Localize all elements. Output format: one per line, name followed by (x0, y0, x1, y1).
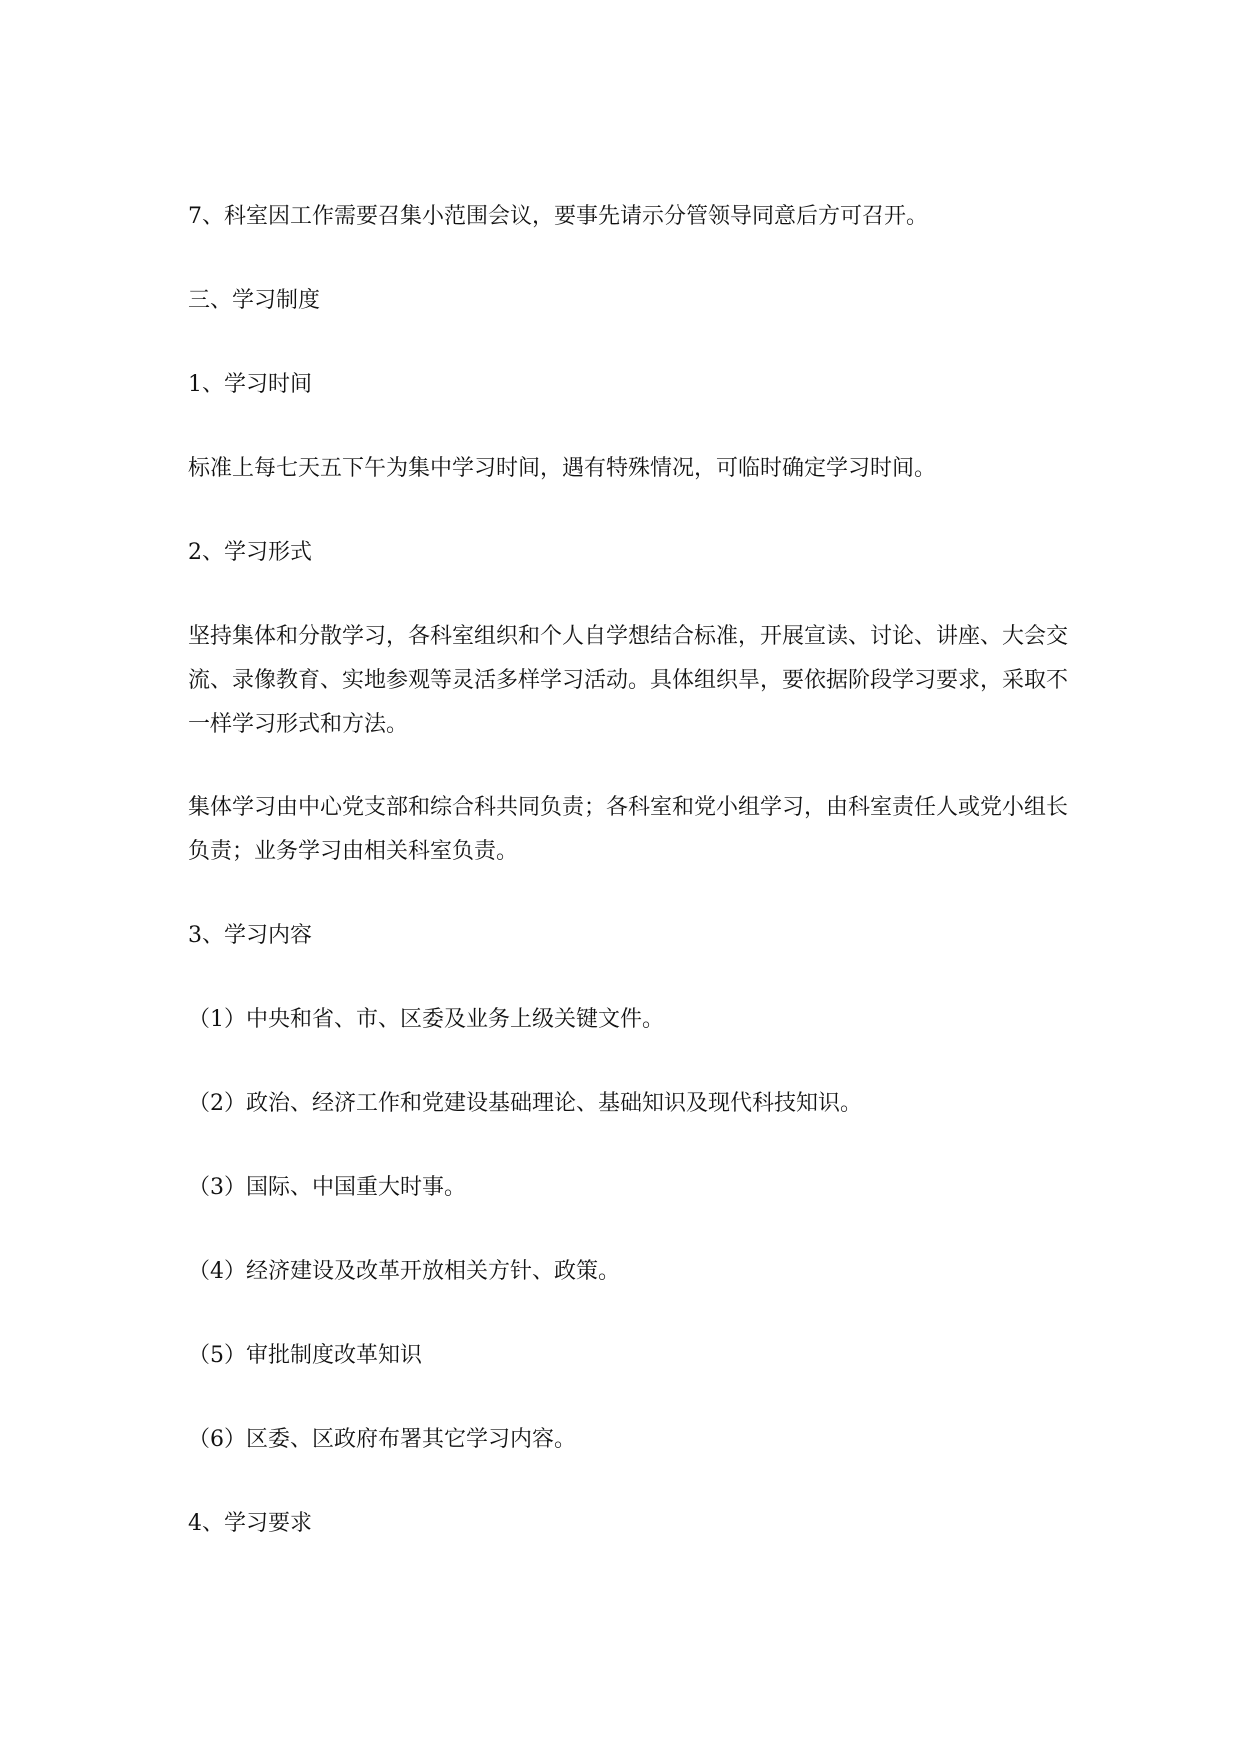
section-heading-study-system: 三、学习制度 (188, 288, 321, 313)
subheading-study-requirements: 4、学习要求 (188, 1511, 312, 1536)
study-responsibility-text: 集体学习由中心党支部和综合科共同负责；各科室和党小组学习，由科室责任人或党小组长负责；业务学习由相关科室负责。 (188, 795, 1069, 864)
study-form-text: 坚持集体和分散学习，各科室组织和个人自学想结合标准，开展宣读、讨论、讲座、大会交流、录像教育、实地参观等灵活多样学习活动。具体组织旱，要依据阶段学习要求，采取不一样学习形式和方法。 (188, 624, 1069, 737)
study-time-text: 标准上每七天五下午为集中学习时间，遇有特殊情况，可临时确定学习时间。 (188, 456, 937, 481)
subheading-study-content: 3、学习内容 (188, 923, 312, 948)
subheading-study-form: 2、学习形式 (188, 540, 312, 565)
study-content-item-3: （3）国际、中国重大时事。 (188, 1175, 466, 1200)
meeting-rule-item-7: 7、科室因工作需要召集小范围会议，要事先请示分管领导同意后方可召开。 (188, 204, 928, 229)
study-content-item-1: （1）中央和省、市、区委及业务上级关键文件。 (188, 1007, 664, 1032)
study-content-item-5: （5）审批制度改革知识 (188, 1343, 422, 1368)
study-content-item-2: （2）政治、经济工作和党建设基础理论、基础知识及现代科技知识。 (188, 1091, 862, 1116)
subheading-study-time: 1、学习时间 (188, 372, 312, 397)
document-body (188, 195, 1068, 1546)
study-content-item-6: （6）区委、区政府布署其它学习内容。 (188, 1427, 576, 1452)
study-content-item-4: （4）经济建设及改革开放相关方针、政策。 (188, 1259, 620, 1284)
